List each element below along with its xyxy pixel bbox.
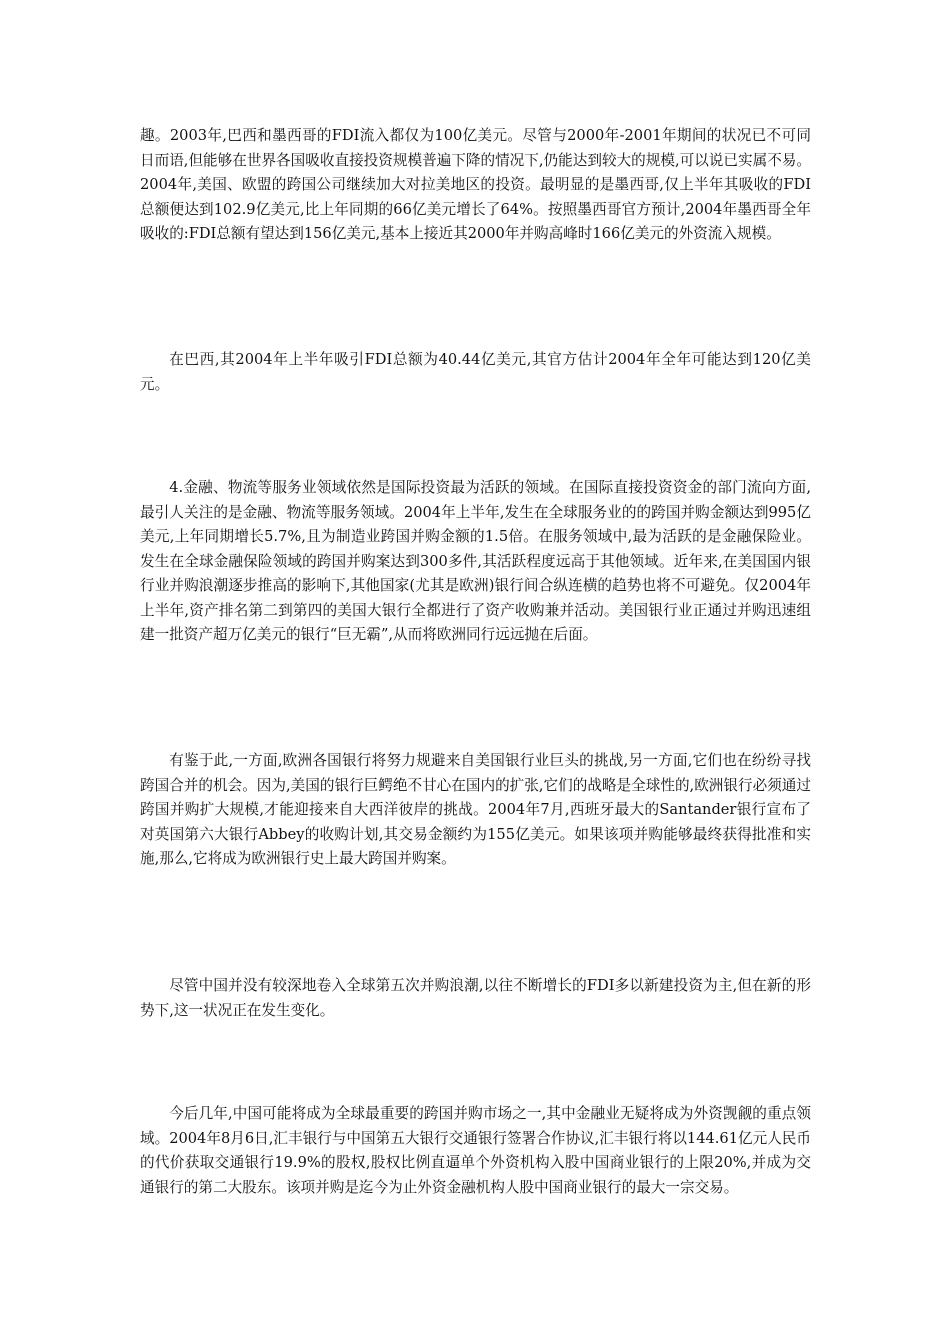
paragraph-brazil-fdi: 在巴西,其2004年上半年吸引FDI总额为40.44亿美元,其官方估计2004年全年可能达到120亿美元。 [140, 351, 811, 393]
paragraph-european-banks: 有鉴于此,一方面,欧洲各国银行将努力规避来自美国银行业巨头的挑战,另一方面,它们也在纷纷寻找跨国合并的机会。因为,美国的银行巨鳄绝不甘心在国内的扩张,它们的战略是全球性的,欧洲银行必须通过跨国并购扩大规模,才能迎接来自大西洋彼岸的挑战。2004年7月,西班牙最大的Santander银行宣布了对英国第六大银行Abbey的收购计划,其交易金额约为155亿美元。如果该项并购能够最终获得批准和实施,那么,它将成为欧洲银行史上最大跨国并购案。 [140, 752, 811, 867]
paragraph-services-investment: 4.金融、物流等服务业领域依然是国际投资最为活跃的领域。在国际直接投资资金的部门流向方面,最引人关注的是金融、物流等服务领域。2004年上半年,发生在全球服务业的的跨国并购金额达到995亿美元,上年同期增长5.7%,且为制造业跨国并购金额的1.5倍。在服务领域中,最为活跃的是金融保险业。发生在全球金融保险领域的跨国并购案达到300多件,其活跃程度远高于其他领域。近年来,在美国国内银行业并购浪潮逐步推高的影响下,其他国家(尤其是欧洲)银行间合纵连横的趋势也将不可避免。仅2004年上半年,资产排名第二到第四的美国大银行全都进行了资产收购兼并活动。美国银行业正通过并购迅速组建一批资产超万亿美元的银行“巨无霸”,从而将欧洲同行远远抛在后面。 [140, 479, 811, 643]
paragraph-latin-america-fdi: 趣。2003年,巴西和墨西哥的FDI流入都仅为100亿美元。尽管与2000年-2001年期间的状况已不可同日而语,但能够在世界各国吸收直接投资规模普遍下降的情况下,仍能达到较大的规模,可以说已实属不易。2004年,美国、欧盟的跨国公司继续加大对拉美地区的投资。最明显的是墨西哥,仅上半年其吸收的FDI总额便达到102.9亿美元,比上年同期的66亿美元增长了64%。按照墨西哥官方预计,2004年墨西哥全年吸收的:FDI总额有望达到156亿美元,基本上接近其2000年并购高峰时166亿美元的外资流入规模。 [140, 127, 811, 242]
paragraph-china-mergers: 尽管中国并没有较深地卷入全球第五次并购浪潮,以往不断增长的FDI多以新建投资为主,但在新的形势下,这一状况正在发生变化。 [140, 977, 811, 1019]
paragraph-hsbc-bocom: 今后几年,中国可能将成为全球最重要的跨国并购市场之一,其中金融业无疑将成为外资觊觎的重点领域。2004年8月6日,汇丰银行与中国第五大银行交通银行签署合作协议,汇丰银行将以144.61亿元人民币的代价获取交通银行19.9%的股权,股权比例直逼单个外资机构入股中国商业银行的上限20%,并成为交通银行的第二大股东。该项并购是迄今为止外资金融机构人股中国商业银行的最大一宗交易。 [140, 1105, 811, 1196]
